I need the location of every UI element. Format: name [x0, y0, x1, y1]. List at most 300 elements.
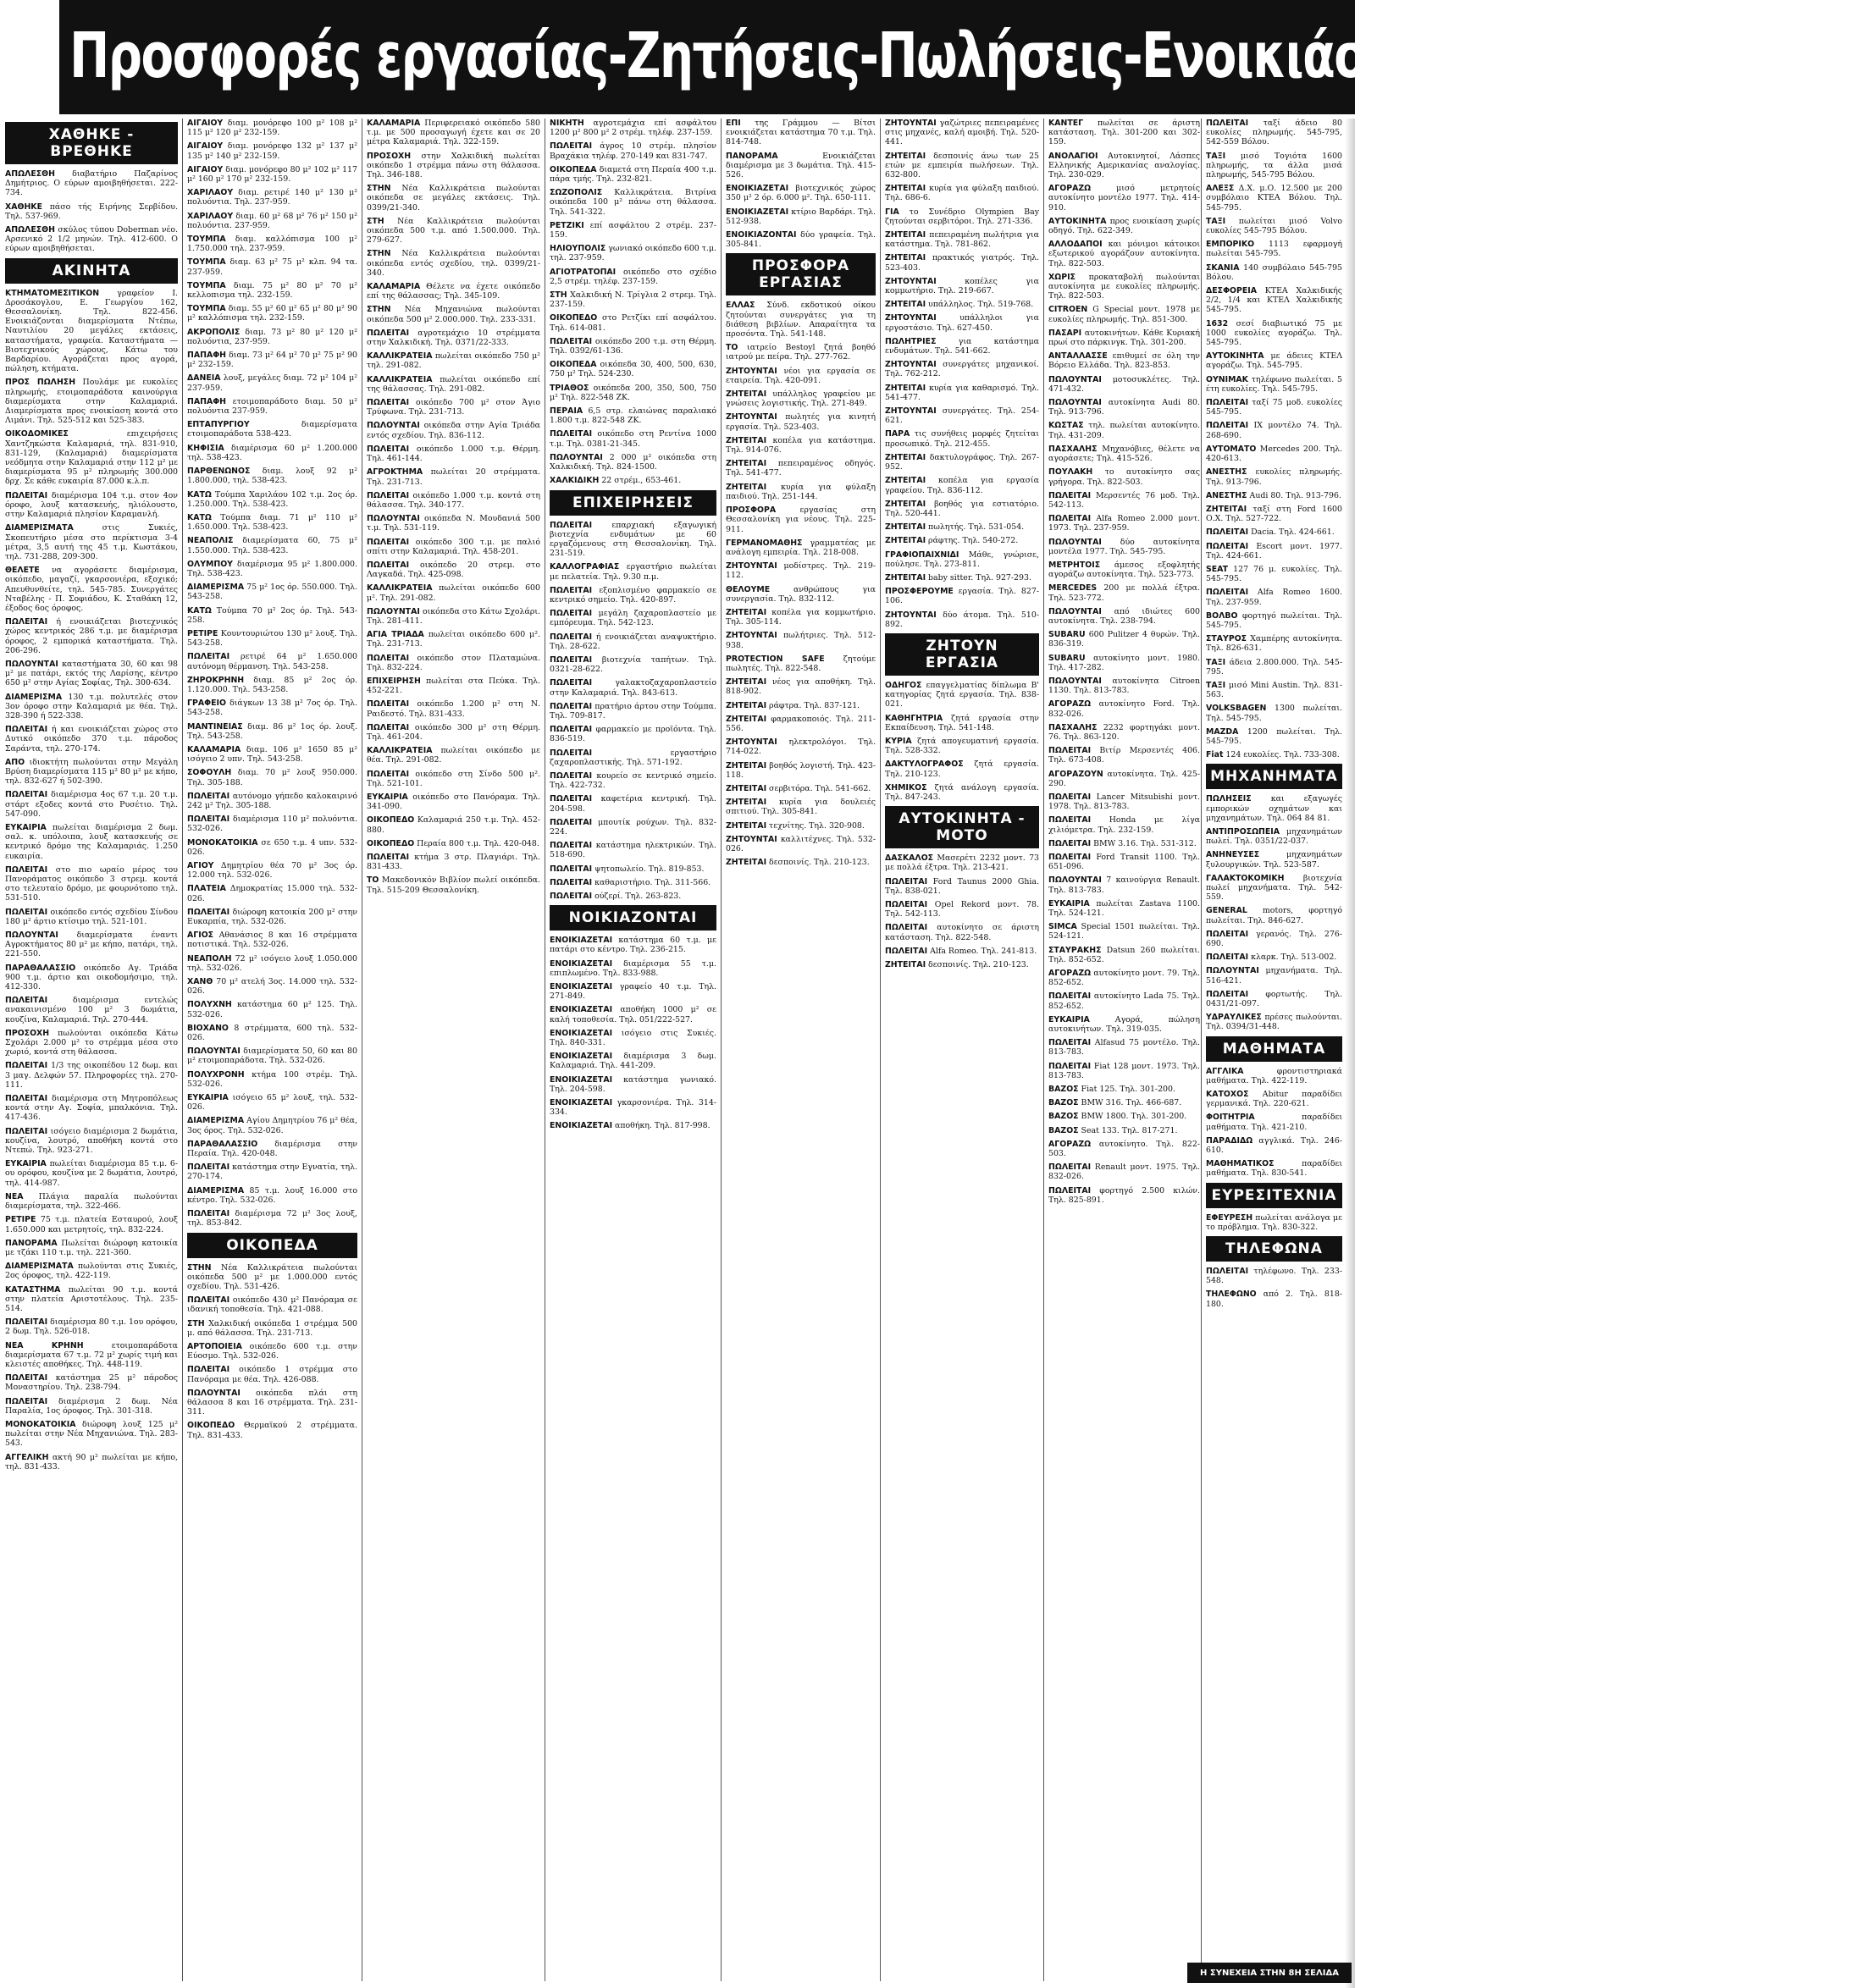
ad-body-text: άγρος 10 στρέμ. πλησίον Βραχάκια τηλέφ. 270-149 και 831-747. [550, 141, 716, 161]
classified-ad [5, 1317, 178, 1336]
ad-body-text: 124 ευκολίες. Τηλ. 733-308. [1223, 750, 1340, 760]
ad-body-text: ράφτρα. Τηλ. 837-121. [766, 700, 860, 710]
ad-body-text: με άδειες ΚΤΕΛ αγοράζω. Τηλ. 545-795. [1206, 351, 1342, 371]
classified-ad [885, 550, 1039, 569]
ad-lead-word: ΠΩΛΟΥΝΤΑΙ [1048, 676, 1102, 686]
section-header: ΟΙΚΟΠΕΔΑ [187, 1233, 357, 1258]
ad-body-text: διάγκων 13 38 μ² 7ος όρ. Τηλ. 543-258. [187, 699, 357, 718]
classified-ad [367, 770, 540, 788]
ad-lead-word: ΖΗΤΕΙΤΑΙ [726, 700, 767, 710]
ad-lead-word: ΖΗΤΕΙΤΑΙ [885, 536, 926, 546]
classified-column [3, 119, 180, 1981]
ad-body-text: γαλακτοζαχαροπλαστείο στην Καλαμαριά. Τηλ. 843-613. [550, 678, 716, 698]
ad-body-text: στην Χαλκιδική πωλείται οικόπεδο 1 στρέμμα πάνω στη θάλασσα. Τηλ. 346-188. [367, 151, 540, 180]
classified-ad [550, 119, 716, 137]
ad-lead-word: ΣΤΗΝ [367, 305, 391, 315]
ad-body-text: αυτοκίνητα. Τηλ. 425-290. [1048, 769, 1200, 788]
classified-ad [1206, 467, 1342, 486]
ad-lead-word: ΟΛΥΜΠΟΥ [187, 559, 233, 569]
classified-ad [726, 119, 876, 147]
classified-ad [885, 681, 1039, 710]
ad-body-text: Σύνδ. εκδοτικού οίκου ζητούνται συνεργάτες για τη διάθεση βιβλίων. Απαραίτητα τα προσόντα. Τηλ. 541-148. [726, 301, 876, 340]
ad-lead-word: ΣΚΑΝΙΑ [1206, 262, 1240, 273]
ad-body-text: πρέσες πωλούνται. Τηλ. 0394/31-448. [1206, 1013, 1342, 1032]
ad-body-text: διώροφη κατοικία 200 μ² στην Ευκαρπία, τηλ. 532-026. [187, 907, 357, 927]
classified-ad [187, 1365, 357, 1383]
classified-ad [187, 1140, 357, 1158]
ad-lead-word: ΖΗΤΕΙΤΑΙ [726, 389, 767, 400]
ad-body-text: καθαριστήριο. Τηλ. 311-566. [592, 877, 711, 887]
classified-ad [187, 420, 357, 439]
classified-ad [550, 632, 716, 651]
ad-lead-word: ΠΩΛΟΥΝΤΑΙ [5, 659, 58, 669]
classified-ad [726, 459, 876, 478]
ad-lead-word: ΕΝΟΙΚΙΑΖΕΤΑΙ [550, 1052, 613, 1062]
ad-lead-word: ΒΑΖΟΣ [1048, 1098, 1079, 1108]
ad-body-text: διαμ. 60 μ² 68 μ² 76 μ² 150 μ² πολυόντια. 237-959. [187, 211, 357, 230]
ad-body-text: διαμ. λουξ 92 μ² 1.800.000, τηλ. 538-423. [187, 467, 357, 486]
classified-ad [367, 152, 540, 180]
ad-lead-word: ΖΗΤΟΥΝΤΑΙ [726, 366, 777, 376]
ad-body-text: Dacia. Τηλ. 424-661. [1248, 527, 1335, 538]
ad-body-text: διαμ. 75 μ² 80 μ² 70 μ² κελλοπισμα τηλ. 232-159. [187, 280, 357, 301]
classified-ad [187, 165, 357, 184]
classified-ad [187, 908, 357, 926]
ad-lead-word: ΖΗΤΕΙΤΑΙ [726, 820, 767, 831]
ad-lead-word: ΑΝΕΣΤΗΣ [1206, 467, 1247, 478]
ad-lead-word: ΘΕΛΟΥΜΕ [726, 584, 771, 594]
ad-lead-word: ΖΗΡΟΚΡΗΝΗ [187, 675, 245, 685]
ad-body-text: πωλείται οικόπεδο 600 μ². Τηλ. 291-082. [367, 583, 540, 603]
classified-ad [1048, 538, 1200, 556]
ad-lead-word: ΠΩΛΕΙΤΑΙ [187, 1295, 230, 1306]
classified-ad [550, 313, 716, 332]
ad-lead-word: ΠΩΛΕΙΤΑΙ [550, 725, 593, 735]
classified-column [724, 119, 877, 1981]
classified-ad [187, 954, 357, 973]
ad-body-text: διαμ. 55 μ² 60 μ² 65 μ² 80 μ² 90 μ² καλλόπισμα τηλ. 232-159. [187, 304, 357, 323]
ad-body-text: Τούμπα διαμ. 71 μ² 110 μ² 1.650.000. Τηλ. 538-423. [187, 512, 357, 533]
ad-lead-word: ΚΑΤΩ [187, 489, 212, 500]
classified-ad [885, 230, 1039, 249]
ad-lead-word: ΖΗΤΕΙΤΑΙ [726, 482, 767, 492]
ad-lead-word: ΠΟΥΛΑΚΗ [1048, 467, 1093, 478]
ad-lead-word: ΝΕΑ [5, 1191, 24, 1201]
classified-ad [1048, 1162, 1200, 1181]
ad-lead-word: ΖΗΤΕΙΤΑΙ [726, 607, 767, 617]
classified-ad [726, 436, 876, 455]
classified-ad [1048, 217, 1200, 235]
ad-body-text: προκαταβολή πωλούνται αυτοκίνητα με ευκολίες πληρωμής. Τηλ. 822-503. [1048, 272, 1200, 301]
ad-lead-word: ΠΩΛΕΙΤΑΙ [550, 585, 593, 595]
classified-ad [1206, 704, 1342, 722]
ad-body-text: οικόπεδο 1.000 τ.μ. Θέρμη. Τηλ. 461-144. [367, 444, 540, 464]
ad-lead-word: ΠΩΛΕΙΤΑΙ [5, 1126, 48, 1136]
classified-ad [187, 606, 357, 625]
classified-ad [550, 1098, 716, 1117]
ad-lead-word: ΣΩΖΟΠΟΛΙΣ [550, 188, 603, 198]
classified-ad [367, 654, 540, 672]
classified-ad [367, 119, 540, 147]
ad-body-text: πωλείται στα Πεύκα. Τηλ. 452-221. [367, 676, 540, 696]
ad-body-text: οικόπεδο Αγ. Τριάδα 900 τ.μ. άρτιο και οικοδομήσιμο, τηλ. 412-330. [5, 963, 178, 992]
ad-lead-word: ΠΩΛΕΙΤΑΙ [550, 141, 593, 152]
classified-column [548, 119, 718, 1981]
classified-ad [5, 660, 178, 688]
ad-lead-word: ΒΟΛΒΟ [1206, 610, 1238, 621]
ad-body-text: Αθανάσιος 8 και 16 στρέμματα ποτιστικά. Τηλ. 532-026. [187, 930, 357, 950]
classified-ad [1206, 827, 1342, 846]
ad-body-text: motors, φορτηγό πωλείται. Τηλ. 846-627. [1206, 906, 1342, 925]
classified-ad [1206, 1013, 1342, 1031]
classified-ad [550, 268, 716, 286]
ad-lead-word: ΕΥΚΑΙΡΙΑ [187, 1093, 229, 1103]
ad-lead-word: ΤΡΙΑΘΟΣ [550, 383, 589, 393]
ad-lead-word: ΕΛΛΑΣ [726, 301, 755, 311]
ad-body-text: ζητά εργασία στην Εκπαίδευση. Τηλ. 541-148. [885, 713, 1039, 732]
ad-lead-word: ΣΤΑΥΡΑΚΗΣ [1048, 945, 1102, 955]
ad-lead-word: ΤΟΥΜΠΑ [187, 304, 226, 314]
classified-ad [885, 610, 1039, 629]
classified-ad [885, 184, 1039, 202]
ad-lead-word: ΤΑΞΙ [1206, 680, 1226, 690]
ad-lead-word: ΕΜΠΟΡΙΚΟ [1206, 240, 1255, 250]
ad-lead-word: ΠΩΛΕΙΤΑΙ [550, 877, 593, 887]
ad-lead-word: ΔΙΑΜΕΡΙΣΜΑΤΑ [5, 1262, 74, 1272]
ad-body-text: οικόπεδα Ν. Μουδανιά 500 τ.μ. Τηλ. 531-119. [367, 514, 540, 533]
ad-lead-word: ΠΩΛΕΙΤΑΙ [367, 769, 410, 779]
ad-body-text: κατάστημα 60 τ.μ. με πατάρι στο κέντρο. Τηλ. 236-215. [550, 936, 716, 955]
ad-lead-word: ΣΤΗΝ [187, 1262, 212, 1273]
ad-lead-word: ΚΑΛΑΜΑΡΙΑ [187, 744, 241, 754]
ad-body-text: διαμέρισμα 95 μ² 1.800.000. Τηλ. 538-423. [187, 559, 357, 578]
ad-lead-word: ΝΕΑΠΟΛΗ [187, 953, 232, 964]
classified-ad [1048, 1186, 1200, 1205]
ad-body-text: Δ.Χ. μ.Ο. 12.500 με 200 συμβόλαιο ΚΤΕΑ Βόλου. Τηλ. 545-795. [1206, 184, 1342, 213]
ad-body-text: και μόνιμοι κάτοικοι εξωτερικού αγοράζουν αυτοκίνητα. Τηλ. 822-503. [1048, 240, 1200, 268]
ad-body-text: μεγάλη ζαχαροπλαστείο με εμπόρευμα. Τηλ. 542-123. [550, 609, 716, 628]
ad-body-text: Βιτίρ Μερσεντές 406. Τηλ. 673-408. [1048, 746, 1200, 765]
ad-body-text: Καλαμαριά 250 τ.μ. Τηλ. 452-880. [367, 815, 540, 835]
classified-ad [1206, 681, 1342, 699]
classified-ad [367, 398, 540, 417]
ad-lead-word: ΓΙΑ [885, 207, 899, 217]
ad-lead-word: ΠΩΛΕΙΤΑΙ [550, 748, 593, 758]
classified-ad [187, 815, 357, 833]
classified-ad [885, 573, 1039, 583]
ad-lead-word: ΠΩΛΕΙΤΑΙ [550, 841, 593, 851]
ad-lead-word: ΠΩΛΕΙΤΑΙ [550, 864, 593, 874]
ad-body-text: 200 με πολλά έξτρα. Τηλ. 523-772. [1048, 583, 1200, 603]
ad-body-text: ΚΤΕΑ Χαλκιδικής 2/2, 1/4 και ΚΤΕΛ Χαλκιδικής 545-795. [1206, 286, 1342, 315]
continued-note: Η ΣΥΝΕΧΕΙΑ ΣΤΗΝ 8Η ΣΕΛΙΔΑ [1187, 1963, 1352, 1983]
ad-lead-word: ΖΗΤΕΙΤΑΙ [726, 783, 767, 793]
classified-ad [726, 701, 876, 710]
ad-lead-word: ΕΥΚΑΙΡΙΑ [1048, 898, 1090, 908]
ad-body-text: Χαλκιδική Ν. Τρίγλια 2 στρεμ. Τηλ. 237-159. [550, 290, 716, 310]
ad-lead-word: ΖΗΤΟΥΝΤΑΙ [726, 737, 777, 748]
ad-body-text: διαμ. καλλόπισμα 100 μ² 1.750.000 τηλ. 237-959. [187, 235, 357, 254]
ad-lead-word: 1632 [1206, 318, 1229, 329]
classified-ad [5, 1215, 178, 1234]
classified-ad [187, 838, 357, 857]
classified-ad [885, 900, 1039, 919]
ad-body-text: Κουντουριώτου 130 μ² λουξ. Τηλ. 543-258. [187, 628, 357, 649]
ad-lead-word: ΚΑΛΛΟΓΡΑΦΙΑΣ [550, 562, 620, 572]
ad-body-text: ιατρείο Bestoyl ζητά βοηθό ιατρού με πείρα. Τηλ. 277-762. [726, 343, 876, 362]
ad-body-text: κατάστημα ηλεκτρικών. Τηλ. 518-690. [550, 841, 716, 860]
classified-ad [550, 188, 716, 217]
ad-lead-word: ΖΗΤΕΙΤΑΙ [726, 459, 767, 469]
ad-body-text: βιοτεχνία πωλεί μηχανήματα. Τηλ. 542-559. [1206, 873, 1342, 903]
ad-body-text: το αυτοκίνητο σας γρήγορα. Τηλ. 822-503. [1048, 467, 1200, 487]
classified-ad [1048, 607, 1200, 626]
ad-lead-word: ΑΓΙΟΣ [187, 930, 214, 941]
classified-ad [550, 1052, 716, 1070]
ad-body-text: διαμ. μονόρεφο 132 μ² 137 μ² 135 μ² 140 μ² 232-159. [187, 141, 357, 161]
classified-ad [1048, 240, 1200, 268]
ad-body-text: ιδιοκτήτη πωλούνται στην Μεγάλη Βρύση διαμερίσματα 115 μ² 80 μ² με κήπο, τηλ. 832-627 ή 502-390. [5, 757, 178, 787]
classified-ad [885, 337, 1039, 356]
ad-body-text: οικόπεδα 200, 350, 500, 750 μ² Τηλ. 822-548 ΖΚ. [550, 383, 716, 402]
ad-lead-word: ΕΝΟΙΚΙΑΖΕΤΑΙ [550, 1028, 613, 1038]
ad-lead-word: ΥΔΡΑΥΛΙΚΕΣ [1206, 1013, 1262, 1023]
classified-ad [550, 221, 716, 240]
ad-lead-word: ΖΗΤΕΙΤΑΙ [885, 476, 926, 486]
ad-body-text: αυτοκινήτων. Κάθε Κυριακή πρωί στο πάρκινγκ. Τηλ. 301-200. [1048, 328, 1200, 348]
ad-lead-word: ΚΑΛΛΙΚΡΑΤΕΙΑ [367, 583, 433, 594]
classified-ad [885, 500, 1039, 518]
ad-lead-word: ΧΗΜΙΚΟΣ [885, 782, 927, 792]
section-header: ΠΡΟΣΦΟΡΑ ΕΡΓΑΣΙΑΣ [726, 253, 876, 295]
classified-ad [187, 141, 357, 160]
ad-body-text: Mercedes 200. Τηλ. 420-613. [1206, 444, 1342, 464]
ad-body-text: στο Ρετζίκι επί ασφάλτου. Τηλ. 614-081. [550, 313, 716, 333]
ad-lead-word: ΖΗΤΕΙΤΑΙ [726, 798, 767, 808]
classified-ad [5, 1453, 178, 1472]
ad-lead-word: ΤΟΥΜΠΑ [187, 280, 226, 290]
classified-ad [885, 119, 1039, 147]
classified-ad [1206, 505, 1342, 523]
ad-body-text: Audi 80. Τηλ. 913-796. [1247, 490, 1341, 500]
classified-ad [367, 305, 540, 323]
ad-body-text: δύο αυτοκίνητα μοντέλα 1977. Τηλ. 545-795. [1048, 537, 1200, 556]
ad-lead-word: ΠΩΛΕΙΤΑΙ [367, 398, 410, 408]
classified-ad [5, 725, 178, 754]
ad-body-text: οικόπεδο 300 μ² στη Θέρμη. Τηλ. 461-204. [367, 722, 540, 742]
classified-ad [1048, 969, 1200, 987]
column-rule [1201, 119, 1202, 1981]
ad-lead-word: ΠΡΟΣΦΟΡΑ [726, 505, 777, 516]
classified-ad [1206, 930, 1342, 948]
classified-ad [187, 328, 357, 346]
ad-lead-word: ΠΩΛΕΙΤΑΙ [5, 790, 48, 800]
ad-body-text: υπάλληλος γραφείου με γνώσεις λογιστικής. Τηλ. 271-849. [726, 389, 876, 409]
classified-ad [1206, 286, 1342, 315]
classified-ad [187, 281, 357, 300]
ad-body-text: πωλείται ανάλογα με το πρόβλημα. Τηλ. 830-322. [1206, 1212, 1342, 1232]
ad-lead-word: ΕΝΟΙΚΙΑΖΕΤΑΙ [550, 1005, 613, 1015]
ad-lead-word: ΠΩΛΟΥΝΤΑΙ [1206, 966, 1259, 976]
classified-ad [1048, 676, 1200, 695]
ad-lead-word: ΠΩΛΕΙΤΑΙ [885, 946, 928, 956]
ad-lead-word: ΤΟΥΜΠΑ [187, 257, 226, 268]
ad-body-text: Lancer Mitsubishi μοντ. 1978. Τηλ. 813-783. [1048, 792, 1200, 812]
ad-lead-word: ΠΩΛΕΙΤΑΙ [367, 560, 410, 570]
classified-ad [5, 693, 178, 721]
classified-column [1204, 119, 1344, 1981]
classified-ad [367, 514, 540, 533]
ad-lead-word: ΑΙΓΑΙΟΥ [187, 164, 224, 174]
classified-ad [726, 654, 876, 673]
ad-body-text: κυρία για φύλαξη παιδιού. Τηλ. 686-6. [885, 184, 1039, 203]
ad-lead-word: ΑΥΤΟΚΙΝΗΤΑ [1048, 216, 1107, 226]
classified-ad [1206, 1289, 1342, 1308]
ad-lead-word: ΟΙΚΟΠΕΔΟ [367, 838, 415, 848]
ad-body-text: οικόπεδα στην Αγία Τριάδα εντός σχεδίου. Τηλ. 836-112. [367, 421, 540, 440]
ad-lead-word: ΣΤΑΥΡΟΣ [1206, 634, 1247, 644]
ad-lead-word: ΠΩΛΕΙΤΑΙ [1048, 838, 1092, 848]
ad-lead-word: ΑΠΟ [5, 757, 25, 767]
ad-lead-word: ΧΑΡΙΛΑΟΥ [187, 211, 234, 221]
ad-lead-word: ΠΩΛΕΙΤΑΙ [187, 652, 230, 662]
ad-lead-word: ΠΩΛΕΙΤΑΙ [1206, 541, 1249, 551]
classified-ad [5, 1397, 178, 1416]
ad-lead-word: ΣΤΗ [187, 1318, 205, 1328]
classified-ad [187, 1319, 357, 1338]
ad-lead-word: ΤΟ [367, 875, 379, 886]
ad-body-text: τεχνίτης. Τηλ. 320-908. [766, 820, 865, 831]
section-header: ΜΑΘΗΜΑΤΑ [1206, 1036, 1342, 1062]
ad-body-text: διαμετά στη Περαία 400 τ.μ. πάρα τμής. Τηλ. 232-821. [550, 164, 716, 185]
ad-lead-word: ΠΩΛΟΥΝΤΑΙ [1048, 875, 1102, 886]
ad-lead-word: ΠΩΛΕΙΤΑΙ [1206, 989, 1249, 999]
ad-body-text: δύο άτομα. Τηλ. 510-892. [885, 610, 1039, 629]
classified-ad [1206, 1113, 1342, 1131]
ad-lead-word: ΠΩΛΕΙΤΑΙ [885, 876, 928, 886]
ad-lead-word: ΚΥΡΙΑ [885, 736, 912, 746]
ad-body-text: διαμ. 86 μ² 1ος όρ. λουξ. Τηλ. 543-258. [187, 721, 357, 741]
ad-lead-word: ΑΚΡΟΠΟΛΙΣ [187, 327, 241, 337]
ad-body-text: ζητά απογευματινή εργασία. Τηλ. 528-332. [885, 736, 1039, 756]
classified-ad [1206, 906, 1342, 925]
ad-lead-word: ΑΛΛΟΔΑΠΟΙ [1048, 240, 1103, 250]
ad-body-text: Alfa Romeo 2.000 μοντ. 1973. Τηλ. 237-959. [1048, 514, 1200, 533]
classified-ad [1048, 305, 1200, 323]
ad-body-text: Χαμπέρης αυτοκίνητα. Τηλ. 826-631. [1206, 634, 1342, 654]
ad-lead-word: ΠΩΛΕΙΤΑΙ [367, 853, 410, 862]
ad-body-text: επαρχιακή εξαγωγική βιοτεχνία ενδυμάτων με 60 εργαζόμενους στη Θεσσαλονίκη. Τηλ. 231-519. [550, 520, 716, 559]
ad-body-text: ισόγειο διαμέρισμα 2 δωμάτια, κουζίνα, λουτρό, αποθήκη κοντά στο Ντεπώ. Τηλ. 923-271. [5, 1126, 178, 1156]
ad-body-text: σερβιτόρα. Τηλ. 541-662. [766, 783, 871, 793]
ad-body-text: διαμέρισμα 72 μ² 3ος λουξ, τηλ. 853-842. [187, 1209, 357, 1229]
ad-body-text: 70 μ² ατελή 3ος. 14.000 τηλ. 532-026. [187, 977, 357, 997]
ad-body-text: πωλείται μισό Volvo ευκολίες 545-795 Βόλου. [1206, 216, 1342, 236]
classified-ad [1206, 750, 1342, 759]
ad-body-text: συνεργάτες μηχανικοί. Τηλ. 762-212. [885, 360, 1039, 379]
classified-ad [550, 290, 716, 309]
ad-lead-word: MAZDA [1206, 726, 1239, 737]
ad-body-text: ευκολίες πληρωμής. Τηλ. 913-796. [1206, 467, 1342, 487]
ad-body-text: Πωλείται διώροφη κατοικία με τζάκι 110 τ.μ. τηλ. 221-360. [5, 1238, 178, 1257]
ad-body-text: Alfasud 75 μοντέλο. Τηλ. 813-783. [1048, 1038, 1200, 1058]
classified-ad [187, 351, 357, 369]
ad-lead-word: ΠΑΠΑΦΗ [187, 351, 227, 361]
ad-lead-word: ΤΟΥΜΠΑ [187, 235, 226, 245]
classified-ad [726, 835, 876, 853]
ad-lead-word: MERCEDES [1048, 583, 1098, 594]
classified-ad [187, 188, 357, 207]
ad-body-text: διαμέρισμα στη Μητροπόλεως κοντά στην Αγ. Σοφία, μπαλκόνια. Τηλ. 417-436. [5, 1094, 178, 1123]
ad-body-text: Ενοικιάζεται διαμέρισμα με 3 δωμάτια. Τηλ. 415-526. [726, 151, 876, 180]
classified-ad [726, 761, 876, 780]
ad-lead-word: ΠΑΡΑ [885, 429, 910, 439]
ad-body-text: νέοι για εργασία σε εταιρεία. Τηλ. 420-091. [726, 366, 876, 385]
ad-body-text: ετοιμοπαράδοτα διαμερίσματα 67 τ.μ. 72 μ² χωρίς τιμή και κλειστές αποθήκες. Τηλ. 448-119. [5, 1340, 178, 1369]
ad-lead-word: ΠΩΛΕΙΤΑΙ [885, 923, 928, 933]
classified-ad [550, 476, 716, 485]
ad-body-text: δακτυλογράφος. Τηλ. 267-952. [885, 452, 1039, 472]
classified-ad [1206, 217, 1342, 235]
ad-lead-word: ΜΕΤΡΗΤΟΙΣ [1048, 560, 1101, 570]
ad-body-text: διαμέρισμα εντελώς ανακαινισμένο 100 μ² 3 δωμάτια, κουζίνα, Καλαμαριά. Τηλ. 270-444. [5, 996, 178, 1024]
ad-lead-word: ΠΩΛΟΥΝΤΑΙ [550, 452, 603, 462]
ad-body-text: κτίριο Βαρδάρι. Τηλ. 512-938. [726, 207, 876, 226]
classified-ad [5, 1061, 178, 1090]
ad-lead-word: ΠΩΛΕΙΤΑΙ [1048, 853, 1092, 862]
classified-ad [1206, 727, 1342, 746]
ad-body-text: διαμερίσματα 60, 75 μ² 1.550.000. Τηλ. 538-423. [187, 536, 357, 555]
classified-ad [5, 491, 178, 520]
ad-lead-word: ΖΗΤΟΥΝΤΑΙ [726, 834, 777, 844]
ad-lead-word: ΑΓΡΟΚΤΗΜΑ [367, 467, 423, 478]
ad-lead-word: ΓΡΑΦΕΙΟ [187, 699, 226, 709]
classified-ad [187, 1186, 357, 1205]
classified-ad [726, 561, 876, 580]
classified-ad [885, 384, 1039, 402]
classified-ad [187, 536, 357, 555]
classified-ad [367, 282, 540, 301]
classified-ad [1048, 1015, 1200, 1034]
classified-ad [1206, 184, 1342, 213]
ad-body-text: Seat 133. Τηλ. 817-271. [1078, 1125, 1178, 1135]
classified-ad [367, 853, 540, 871]
ad-body-text: Νέα Καλλικράτεια πωλούνται οικόπεδα 500 μ² με 1.000.000 εντός σχεδίου. Τηλ. 531-426. [187, 1262, 357, 1291]
ad-body-text: 600 Pulitzer 4 θυρών. Τηλ. 836-319. [1048, 630, 1200, 649]
ad-body-text: εργαστήριο ζαχαροπλαστικής. Τηλ. 571-192. [550, 748, 716, 767]
classified-ad [187, 930, 357, 949]
ad-lead-word: ΠΩΛΕΙΤΑΙ [5, 864, 48, 875]
classified-ad [5, 523, 178, 561]
ad-lead-word: ΔΙΑΜΕΡΙΣΜΑ [187, 583, 245, 593]
ad-lead-word: ΟΙΚΟΠΕΔΑ [550, 360, 597, 370]
classified-ad [5, 1373, 178, 1392]
ad-lead-word: ΑΝΟΛΑΓΙΟΙ [1048, 151, 1098, 161]
ad-body-text: σεσί διαβιωτικό 75 με 1000 ευκολίες αγοράζω. Τηλ. 545-795. [1206, 318, 1342, 348]
classified-ad [1048, 421, 1200, 439]
ad-lead-word: ΖΗΤΕΙΤΑΙ [885, 383, 926, 393]
ad-body-text: μηχανημάτων πωλεί. Τηλ. 0351/22-037. [1206, 826, 1342, 847]
ad-body-text: κοπέλα για κομμωτήριο. Τηλ. 305-114. [726, 607, 876, 627]
column-rule [721, 119, 722, 1981]
classified-ad [1206, 240, 1342, 258]
ad-body-text: οικόπεδο 700 μ² στον Άγιο Τρύφωνα. Τηλ. 231-713. [367, 398, 540, 417]
classified-ad [1206, 319, 1342, 348]
ad-body-text: 6,5 στρ. ελαιώνας παραλιακό 1.800 τ.μ. 822-548 ΖΚ. [550, 406, 716, 426]
ad-lead-word: ΟΙΚΟΠΕΔΟ [550, 313, 598, 323]
classified-ad [1206, 1067, 1342, 1085]
ad-body-text: διαμερίσματα έναντι Αγροκτήματος 80 μ² με κήπο, πατάρι, τηλ. 221-550. [5, 930, 178, 959]
